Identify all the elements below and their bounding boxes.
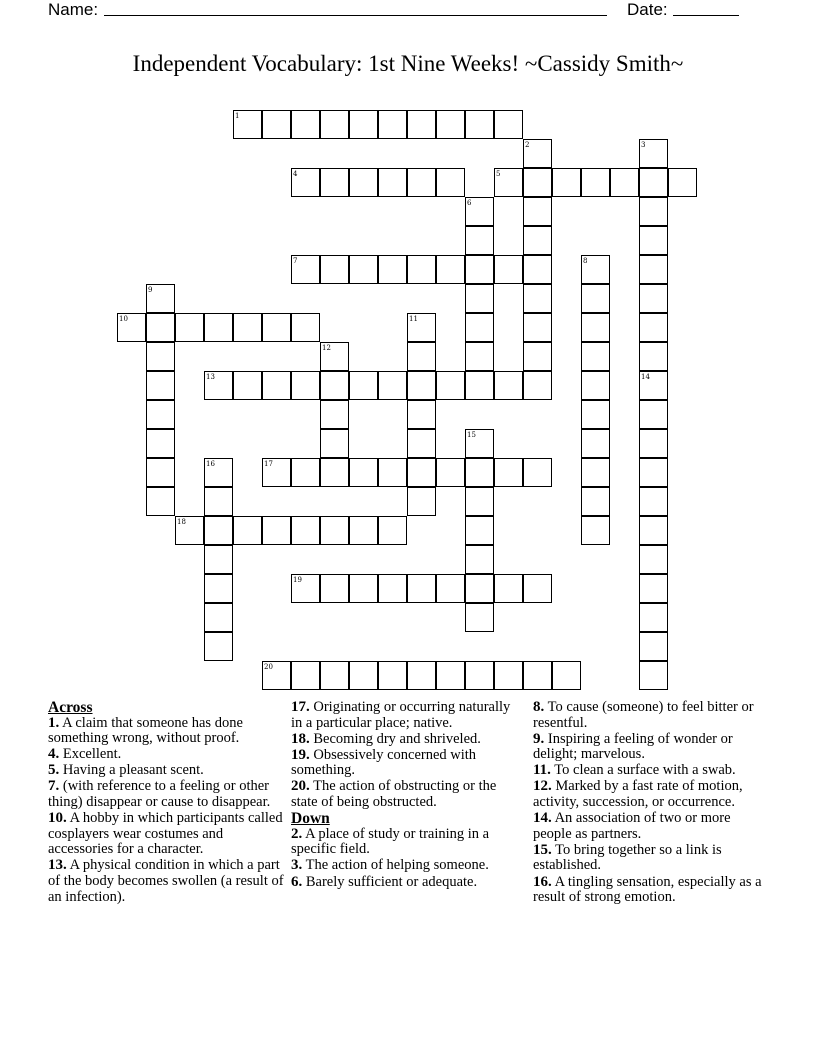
clue-down: 14. An association of two or more people as partners. — [533, 810, 731, 842]
crossword-cell[interactable] — [465, 371, 494, 400]
crossword-cell[interactable] — [436, 168, 465, 197]
crossword-cell[interactable] — [407, 400, 436, 429]
crossword-cell[interactable] — [349, 168, 378, 197]
crossword-cell[interactable] — [581, 284, 610, 313]
crossword-cell[interactable] — [291, 458, 320, 487]
crossword-cell[interactable] — [349, 661, 378, 690]
crossword-cell[interactable] — [349, 516, 378, 545]
clue-across: 7. (with reference to a feeling or other thing) disappear or cause to disappear. — [48, 778, 271, 811]
crossword-cell[interactable] — [523, 197, 552, 226]
crossword-cell[interactable] — [378, 516, 407, 545]
clue-number: 13 — [206, 373, 215, 381]
clue-number: 15 — [467, 431, 476, 439]
crossword-cell[interactable] — [291, 661, 320, 690]
crossword-cell[interactable] — [436, 255, 465, 284]
crossword-cell[interactable] — [233, 371, 262, 400]
name-label: Name: — [48, 0, 99, 19]
crossword-cell[interactable] — [639, 487, 668, 516]
crossword-cell[interactable] — [436, 371, 465, 400]
crossword-cell[interactable] — [523, 284, 552, 313]
clue-number: 3 — [641, 141, 646, 149]
crossword-cell[interactable] — [581, 400, 610, 429]
crossword-cell[interactable] — [407, 429, 436, 458]
crossword-cell[interactable] — [204, 487, 233, 516]
crossword-cell[interactable] — [407, 168, 436, 197]
clue-across: 10. A hobby in which participants called cosplayers wear costumes and accessories for a character. — [48, 810, 283, 858]
crossword-cell[interactable] — [639, 400, 668, 429]
crossword-cell[interactable] — [378, 255, 407, 284]
crossword-cell[interactable] — [639, 574, 668, 603]
crossword-cell[interactable] — [639, 661, 668, 690]
clue-number: 2 — [525, 141, 530, 149]
crossword-cell[interactable] — [262, 371, 291, 400]
crossword-cell[interactable] — [146, 400, 175, 429]
crossword-cell[interactable] — [639, 342, 668, 371]
crossword-cell[interactable] — [407, 342, 436, 371]
crossword-cell[interactable] — [465, 458, 494, 487]
clue-number: 10 — [119, 315, 128, 323]
crossword-cell[interactable] — [349, 458, 378, 487]
crossword-cell[interactable] — [204, 574, 233, 603]
clue-down: 9. Inspiring a feeling of wonder or delight; marvelous. — [533, 730, 733, 763]
clue-down: 12. Marked by a fast rate of motion, activity, succession, or occurrence. — [533, 778, 743, 811]
crossword-cell[interactable] — [581, 313, 610, 342]
crossword-cell[interactable] — [320, 110, 349, 139]
crossword-cell[interactable] — [407, 574, 436, 603]
crossword-cell[interactable] — [465, 284, 494, 313]
crossword-cell[interactable] — [523, 226, 552, 255]
crossword-cell[interactable] — [523, 574, 552, 603]
crossword-cell[interactable] — [494, 110, 523, 139]
crossword-cell[interactable] — [465, 545, 494, 574]
crossword-cell[interactable] — [639, 429, 668, 458]
crossword-cell[interactable] — [523, 255, 552, 284]
crossword-cell[interactable] — [407, 487, 436, 516]
clues-column-2 — [291, 700, 523, 891]
crossword-cell[interactable] — [436, 458, 465, 487]
crossword-cell[interactable] — [320, 400, 349, 429]
crossword-cell[interactable] — [639, 168, 668, 197]
crossword-cell[interactable] — [320, 168, 349, 197]
crossword-cell[interactable] — [349, 110, 378, 139]
crossword-cell[interactable] — [581, 487, 610, 516]
crossword-cell[interactable] — [552, 661, 581, 690]
across-heading: Across — [48, 699, 93, 716]
crossword-cell[interactable] — [465, 603, 494, 632]
crossword-cell[interactable] — [146, 313, 175, 342]
crossword-cell[interactable] — [581, 342, 610, 371]
crossword-cell[interactable] — [146, 371, 175, 400]
crossword-cell[interactable] — [639, 226, 668, 255]
clue-across: 18. Becoming dry and shriveled. — [291, 730, 481, 747]
crossword-cell[interactable] — [494, 458, 523, 487]
clue-number: 4 — [293, 170, 298, 178]
date-label: Date: — [627, 0, 668, 19]
clue-down: 8. To cause (someone) to feel bitter or resentful. — [533, 699, 754, 731]
crossword-cell[interactable] — [494, 371, 523, 400]
crossword-cell[interactable] — [465, 516, 494, 545]
crossword-cell[interactable] — [465, 574, 494, 603]
clue-across: 13. A physical condition in which a part of the body becomes swollen (a result of an infection). — [48, 857, 284, 905]
crossword-cell[interactable] — [204, 632, 233, 661]
crossword-cell[interactable] — [639, 545, 668, 574]
crossword-cell[interactable] — [204, 516, 233, 545]
clue-across: 5. Having a pleasant scent. — [48, 762, 204, 779]
crossword-cell[interactable] — [378, 661, 407, 690]
crossword-cell[interactable] — [523, 342, 552, 371]
clue-number: 9 — [148, 286, 153, 294]
crossword-cell[interactable] — [436, 661, 465, 690]
crossword-cell[interactable] — [378, 110, 407, 139]
crossword-cell[interactable] — [465, 661, 494, 690]
crossword-cell[interactable] — [291, 313, 320, 342]
crossword-cell[interactable] — [378, 371, 407, 400]
crossword-cell[interactable] — [639, 255, 668, 284]
crossword-cell[interactable] — [320, 661, 349, 690]
down-heading: Down — [291, 810, 330, 828]
crossword-cell[interactable] — [465, 255, 494, 284]
crossword-cell[interactable] — [436, 110, 465, 139]
crossword-cell[interactable] — [407, 110, 436, 139]
clue-number: 18 — [177, 518, 186, 526]
clue-number: 6 — [467, 199, 472, 207]
crossword-cell[interactable] — [320, 255, 349, 284]
clues-column-1 — [48, 700, 284, 906]
crossword-cell[interactable] — [523, 313, 552, 342]
crossword-cell[interactable] — [465, 342, 494, 371]
crossword-cell[interactable] — [204, 313, 233, 342]
clue-down: 11. To clean a surface with a swab. — [533, 762, 736, 779]
crossword-cell[interactable] — [639, 197, 668, 226]
crossword-cell[interactable] — [581, 168, 610, 197]
clue-number: 12 — [322, 344, 331, 352]
crossword-cell[interactable] — [378, 574, 407, 603]
crossword-cell[interactable] — [639, 516, 668, 545]
clue-number: 16 — [206, 460, 215, 468]
crossword-cell[interactable] — [175, 313, 204, 342]
crossword-cell[interactable] — [204, 545, 233, 574]
clue-number: 8 — [583, 257, 588, 265]
crossword-cell[interactable] — [349, 255, 378, 284]
crossword-cell[interactable] — [523, 458, 552, 487]
crossword-cell[interactable] — [581, 516, 610, 545]
crossword-cell[interactable] — [233, 516, 262, 545]
crossword-cell[interactable] — [494, 255, 523, 284]
crossword-cell[interactable] — [581, 429, 610, 458]
clue-number: 5 — [496, 170, 501, 178]
crossword-cell[interactable] — [378, 458, 407, 487]
clue-down: 6. Barely sufficient or adequate. — [291, 873, 478, 890]
crossword-cell[interactable] — [465, 226, 494, 255]
crossword-cell[interactable] — [552, 168, 581, 197]
crossword-cell[interactable] — [146, 458, 175, 487]
clue-across: 17. Originating or occurring naturally in a particular place; native. — [291, 699, 511, 731]
clue-across: 4. Excellent. — [48, 746, 122, 763]
crossword-cell[interactable] — [146, 342, 175, 371]
crossword-cell[interactable] — [349, 371, 378, 400]
crossword-cell[interactable] — [465, 487, 494, 516]
clue-number: 11 — [409, 315, 418, 323]
crossword-cell[interactable] — [146, 487, 175, 516]
crossword-cell[interactable] — [320, 574, 349, 603]
crossword-cell[interactable] — [320, 429, 349, 458]
crossword-cell[interactable] — [581, 371, 610, 400]
crossword-cell[interactable] — [523, 661, 552, 690]
clue-across: 1. A claim that someone has done something wrong, without proof. — [48, 714, 243, 747]
crossword-cell[interactable] — [378, 168, 407, 197]
clue-down: 16. A tingling sensation, especially as a result of strong emotion. — [533, 873, 762, 906]
crossword-cell[interactable] — [610, 168, 639, 197]
crossword-cell[interactable] — [668, 168, 697, 197]
clue-number: 7 — [293, 257, 298, 265]
crossword-cell[interactable] — [523, 168, 552, 197]
clue-number: 17 — [264, 460, 273, 468]
crossword-cell[interactable] — [465, 110, 494, 139]
crossword-cell[interactable] — [639, 313, 668, 342]
crossword-cell[interactable] — [407, 255, 436, 284]
crossword-cell[interactable] — [233, 313, 262, 342]
crossword-cell[interactable] — [407, 371, 436, 400]
clue-down: 3. The action of helping someone. — [291, 857, 489, 874]
crossword-cell[interactable] — [291, 110, 320, 139]
crossword-cell[interactable] — [320, 371, 349, 400]
crossword-cell[interactable] — [436, 574, 465, 603]
crossword-cell[interactable] — [262, 516, 291, 545]
clue-number: 19 — [293, 576, 302, 584]
clue-down: 2. A place of study or training in a specific field. — [291, 825, 490, 858]
crossword-cell[interactable] — [146, 429, 175, 458]
crossword-cell[interactable] — [320, 458, 349, 487]
crossword-cell[interactable] — [407, 661, 436, 690]
crossword-cell[interactable] — [349, 574, 378, 603]
crossword-cell[interactable] — [523, 371, 552, 400]
clue-down: 15. To bring together so a link is established. — [533, 841, 722, 874]
crossword-cell[interactable] — [494, 661, 523, 690]
clue-across: 20. The action of obstructing or the state of being obstructed. — [291, 778, 497, 811]
crossword-cell[interactable] — [639, 458, 668, 487]
crossword-cell[interactable] — [291, 371, 320, 400]
crossword-cell[interactable] — [639, 603, 668, 632]
crossword-cell[interactable] — [465, 313, 494, 342]
clue-number: 20 — [264, 663, 273, 671]
crossword-cell[interactable] — [639, 632, 668, 661]
clue-number: 1 — [235, 112, 240, 120]
crossword-cell[interactable] — [639, 284, 668, 313]
clues-column-3 — [533, 700, 765, 906]
clue-across: 19. Obsessively concerned with something. — [291, 746, 477, 779]
crossword-cell[interactable] — [581, 458, 610, 487]
crossword-cell[interactable] — [407, 458, 436, 487]
crossword-cell[interactable] — [320, 516, 349, 545]
crossword-cell[interactable] — [494, 574, 523, 603]
crossword-cell[interactable] — [262, 110, 291, 139]
page-title: Independent Vocabulary: 1st Nine Weeks! ~Cassidy Smith~ — [132, 51, 684, 76]
clue-number: 14 — [641, 373, 650, 381]
crossword-cell[interactable] — [204, 603, 233, 632]
crossword-cell[interactable] — [291, 516, 320, 545]
crossword-cell[interactable] — [262, 313, 291, 342]
